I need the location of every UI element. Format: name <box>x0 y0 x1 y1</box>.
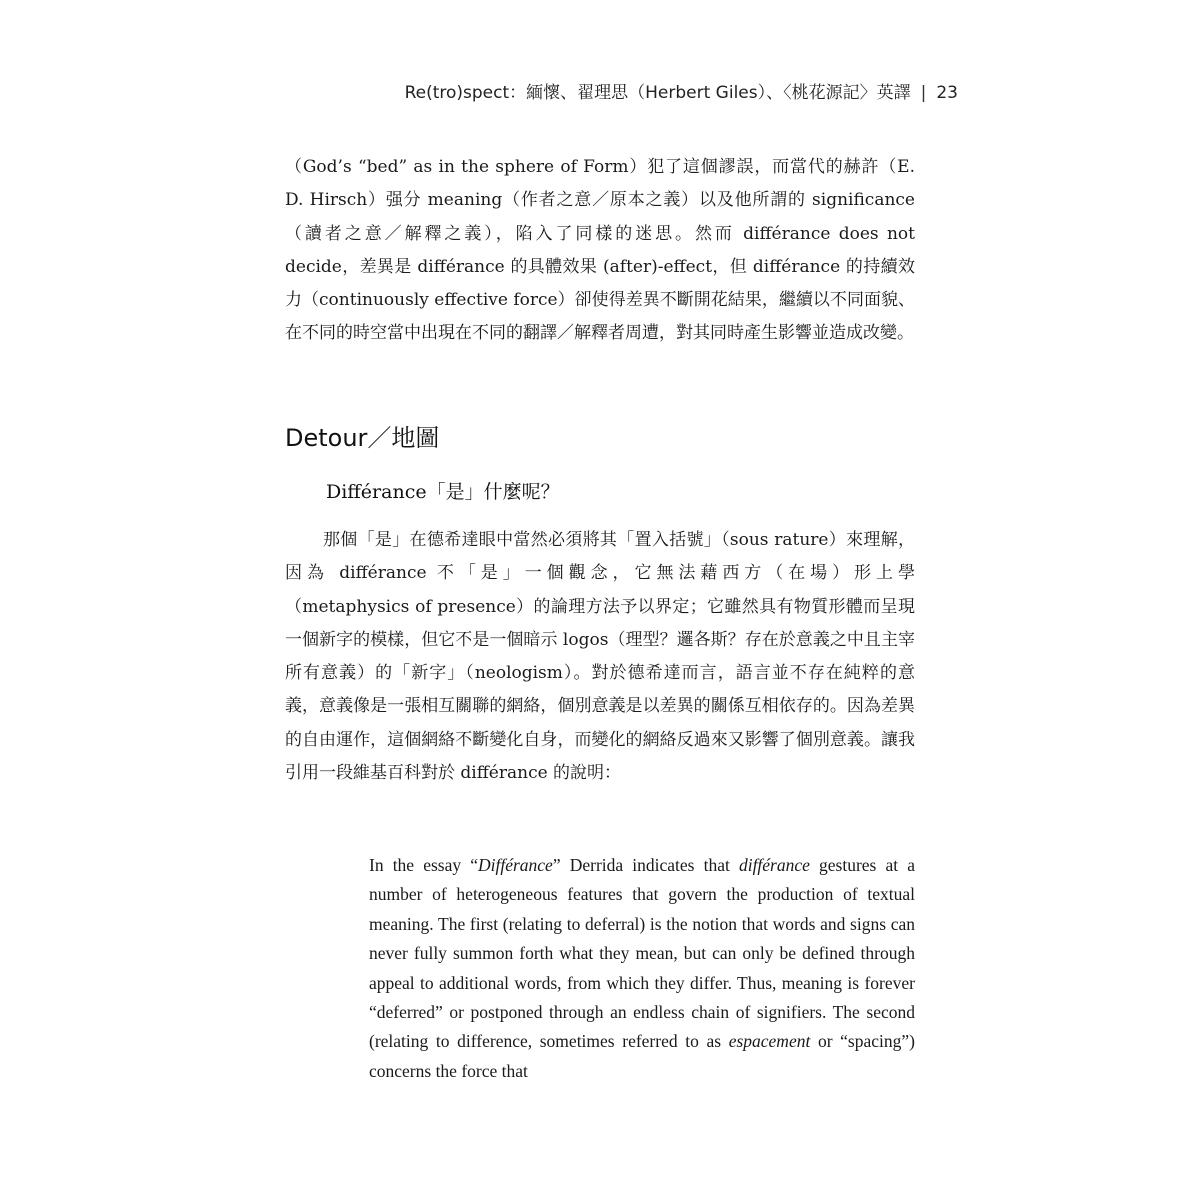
running-head-title: Re(tro)spect：緬懷、翟理思（Herbert Giles）、〈桃花源記〉英譯 <box>404 83 911 103</box>
paragraph-continued: （God’s “bed” as in the sphere of Form）犯了這個謬誤，而當代的赫許（E. D. Hirsch）强分 meaning（作者之意／原本之義）以及他所謂的 significance（讀者之意／解釋之義），陷入了同樣的迷思。然而 différance does not decide，差異是 différance 的具體效果 (after)-effect，但 différance 的持續效力（continuously effective force）卻使得差異不斷開花結果，繼續以不同面貌、在不同的時空當中出現在不同的翻譯／解釋者周遭，對其同時產生影響並造成改變。 <box>285 157 915 344</box>
section-heading: Detour／地圖 <box>285 424 440 452</box>
quote-text-3: gestures at a number of heterogeneous features that govern the production of textual meaning. The first (relating to deferral) is the notion that words and signs can never fully summon forth what they mean, but can only be defined through appeal to additional words, from which they differ. Thus, meaning is forever “deferred” or postponed through an endless chain of signifiers. The second (relating to difference, sometimes referred to as <box>369 855 915 1052</box>
page-number: 23 <box>936 83 958 103</box>
quote-italic-2: différance <box>738 855 810 875</box>
running-head <box>405 78 958 103</box>
quote-text-4: or “spacing”) concerns the force that <box>369 1031 915 1081</box>
sub-heading: Différance「是」什麼呢？ <box>326 481 560 503</box>
quote-text-2: ” Derrida indicates that <box>552 855 739 875</box>
quote-italic-3: espacement <box>728 1031 811 1052</box>
block-quote <box>369 851 915 1086</box>
quote-italic-1: Différance <box>477 855 553 875</box>
quote-text-1: In the essay “ <box>369 855 478 875</box>
paragraph-main: 那個「是」在德希達眼中當然必須將其「置入括號」（sous rature）來理解，因為 différance 不「是」一個觀念，它無法藉西方（在場）形上學（metaphysics of presence）的論理方法予以界定；它雖然具有物質形體而呈現一個新字的模樣，但它不是一個暗示 logos（理型？邏各斯？存在於意義之中且主宰所有意義）的「新字」（neologism）。對於德希達而言，語言並不存在純粹的意義，意義像是一張相互關聯的網絡，個別意義是以差異的關係互相依存的。因為差異的自由運作，這個網絡不斷變化自身，而變化的網絡反過來又影響了個別意義。讓我引用一段維基百科對於 différance 的說明： <box>285 530 915 784</box>
running-head-separator: | <box>920 83 927 103</box>
